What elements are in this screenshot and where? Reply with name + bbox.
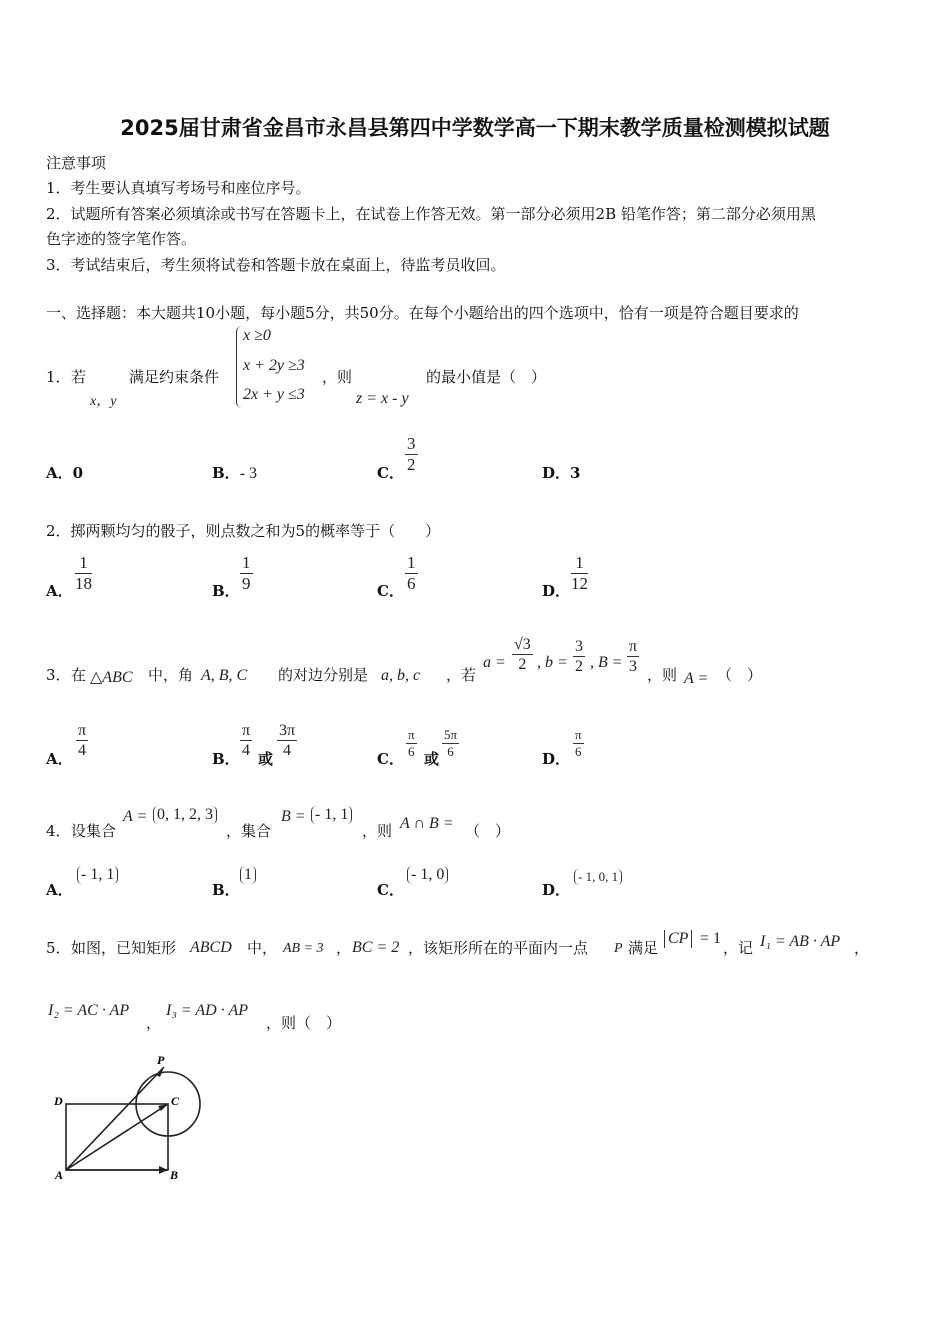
denominator: 2 [407, 454, 416, 474]
q2-option-b[interactable]: B． [212, 582, 240, 600]
q5-i3: I₃ = AD · AP [166, 1002, 248, 1019]
q3-b-prefix: , b = [537, 654, 568, 671]
q1-vars: x，y [90, 394, 117, 409]
q5-text-1: 如图，已知矩形 [71, 939, 177, 957]
q4-option-c-set: - 1, 0 [407, 866, 448, 884]
denominator: 6 [408, 743, 415, 759]
label-b: B [170, 1168, 179, 1182]
numerator: 3π [277, 722, 297, 741]
q3-option-b-fraction-1 [240, 722, 252, 761]
notice-item-2-cont: 色字迹的签字笔作答。 [46, 230, 197, 248]
numerator: 5π [444, 727, 458, 742]
q2-stem: 2．掷两颗均匀的骰子，则点数之和为5的概率等于（ ） [46, 522, 441, 540]
q5-comma: ， [146, 1014, 162, 1032]
notice-item-3: 3．考试结束后，考生须将试卷和答题卡放在桌面上，待监考员收回。 [46, 256, 506, 274]
q4-B-prefix: B = [281, 808, 306, 825]
q1-constraint-1: x ≥0 [243, 327, 271, 344]
option-value: 0 [72, 464, 84, 482]
denominator: 4 [242, 742, 251, 760]
q3-option-c[interactable]: C． [377, 750, 404, 768]
q5-text-5: ，记 [723, 939, 754, 957]
q5-i2: I₂ = AC · AP [48, 1002, 130, 1019]
denominator: 18 [75, 573, 92, 593]
q5-ab: AB = 3 [283, 941, 324, 956]
label-c: C [171, 1094, 180, 1108]
q5-number: 5． [46, 939, 71, 957]
q1-option-b[interactable] [212, 462, 257, 483]
q5-text-2: 中， [247, 939, 278, 957]
numerator: 1 [242, 553, 251, 572]
q5-text-6: ，则（ ） [266, 1014, 342, 1032]
denominator: 2 [518, 656, 527, 674]
q4-option-a[interactable]: A． [46, 881, 73, 899]
denominator: 4 [283, 742, 292, 760]
numerator: √3 [512, 636, 533, 655]
q3-text-1: 在 [71, 666, 87, 684]
denominator: 4 [78, 742, 87, 760]
numerator: 1 [75, 553, 92, 574]
vector-ac [66, 1104, 168, 1170]
q5-bc: BC = 2 [352, 939, 400, 956]
q5-rect: ABCD [190, 939, 232, 956]
q3-angles: A, B, C [201, 667, 248, 684]
q2-option-b-fraction [240, 553, 253, 594]
arrowhead-b [159, 1166, 168, 1174]
q1-constraint-2: x + 2y ≥3 [243, 357, 305, 374]
q3-text-4: ，若 [446, 666, 477, 684]
q3-text-3: 的对边分别是 [278, 666, 369, 684]
q3-option-c-fraction-2 [442, 728, 459, 760]
q3-option-b-or: 或 [258, 750, 274, 768]
q3-a-prefix: a = [483, 654, 506, 671]
q1-option-c-fraction [405, 434, 418, 475]
notice-item-1: 1．考生要认真填写考场号和座位序号。 [46, 179, 311, 197]
q1-text-3: ，则 [322, 368, 353, 386]
label-p: P [157, 1053, 165, 1067]
q1-option-d[interactable] [542, 462, 580, 483]
q3-b-fraction [573, 638, 585, 677]
q3-number: 3． [46, 666, 71, 684]
q5-text-3: ，该矩形所在的平面内一点 [408, 939, 589, 957]
q5-cp-abs: CP [664, 930, 692, 948]
q4-option-a-set: - 1, 1 [77, 866, 118, 884]
q2-option-a-fraction [75, 553, 92, 594]
q3-sides: a, b, c [381, 667, 421, 684]
q4-text-4: （ ） [465, 822, 511, 840]
q5-cp-eq: = 1 [700, 930, 722, 947]
q5-point-p: P [614, 941, 623, 956]
q1-option-c[interactable]: C． [377, 464, 404, 482]
numerator: 3 [407, 434, 416, 453]
q3-B-fraction [627, 638, 639, 677]
label-a: A [55, 1168, 64, 1182]
q3-option-a-fraction [76, 722, 88, 761]
q3-answer-expr: A = [684, 670, 709, 687]
q1-number: 1． [46, 368, 71, 386]
q5-text-4: 满足 [628, 939, 659, 957]
q3-a-fraction [512, 636, 533, 675]
q1-text-2: 满足约束条件 [129, 368, 220, 386]
q5-figure [46, 1048, 216, 1188]
q3-text-6: （ ） [717, 666, 763, 684]
numerator: π [627, 638, 639, 657]
q3-option-c-fraction-1 [406, 728, 417, 760]
q2-option-c[interactable]: C． [377, 582, 404, 600]
denominator: 6 [447, 743, 454, 759]
notice-heading: 注意事项 [46, 154, 107, 172]
label-d: D [54, 1094, 63, 1108]
option-value: 3 [570, 464, 581, 482]
q2-option-d[interactable]: D． [542, 582, 571, 600]
section-heading: 一、选择题：本大题共10小题，每小题5分，共50分。在每个小题给出的四个选项中，恰有一项是符合题目要求的 [46, 304, 799, 322]
page-title: 2025届甘肃省金昌市永昌县第四中学数学高一下期末教学质量检测模拟试题 [120, 116, 830, 140]
q5-sep: ， [336, 939, 352, 957]
q3-option-b-fraction-2 [277, 722, 297, 761]
q4-text-1: 设集合 [71, 822, 117, 840]
q3-text-5: ，则 [647, 666, 678, 684]
q4-option-c[interactable]: C． [377, 881, 404, 899]
q4-text-3: ，则 [362, 822, 393, 840]
q2-option-a[interactable]: A． [46, 582, 73, 600]
q1-objective: z = x - y [356, 390, 409, 407]
q3-triangle: △ABC [90, 669, 133, 686]
denominator: 3 [629, 658, 638, 676]
numerator: 1 [407, 553, 416, 572]
q4-option-b-set: 1 [240, 866, 256, 884]
q1-constraint-3: 2x + y ≤3 [243, 386, 305, 403]
q1-brace [236, 326, 243, 408]
denominator: 2 [575, 658, 583, 676]
notice-item-2: 2．试题所有答案必须填涂或书写在答题卡上，在试卷上作答无效。第一部分必须用2B 铅笔作答；第二部分必须用黑 [46, 205, 816, 223]
q1-text-1: 若 [71, 368, 87, 386]
denominator: 6 [575, 743, 582, 759]
q3-B-prefix: , B = [590, 654, 623, 671]
q3-option-d-fraction [573, 728, 584, 760]
q3-text-2: 中，角 [148, 666, 194, 684]
denominator: 6 [407, 573, 416, 593]
option-label: A． [46, 464, 73, 482]
q4-option-d-set: - 1, 0, 1 [574, 869, 622, 885]
q4-option-d[interactable]: D． [542, 881, 571, 899]
q3-option-c-or: 或 [424, 750, 440, 768]
q5-i1: I₁ = AB · AP [760, 933, 841, 950]
q4-text-2: ，集合 [226, 822, 272, 840]
vector-ap [66, 1067, 164, 1170]
numerator: 3 [573, 638, 585, 657]
numerator: π [240, 722, 252, 741]
numerator: 1 [571, 553, 588, 574]
q1-option-a[interactable] [46, 462, 83, 483]
q2-option-d-fraction [571, 553, 588, 594]
q3-option-b[interactable]: B． [212, 750, 240, 768]
numerator: π [76, 722, 88, 741]
option-label: D． [542, 464, 571, 482]
q4-option-b[interactable]: B． [212, 881, 240, 899]
option-label: B． [212, 464, 240, 482]
q3-option-a[interactable]: A． [46, 750, 73, 768]
option-value: - 3 [239, 465, 258, 482]
q1-text-4: 的最小值是（ ） [426, 368, 547, 386]
denominator: 12 [571, 573, 588, 593]
denominator: 9 [242, 573, 251, 593]
numerator: π [575, 727, 582, 742]
q4-A-prefix: A = [123, 808, 148, 825]
numerator: π [408, 727, 415, 742]
q4-A-set: 0, 1, 2, 3 [153, 806, 217, 824]
q3-option-d[interactable]: D． [542, 750, 571, 768]
q4-B-set: - 1, 1 [311, 806, 352, 824]
q4-expr: A ∩ B = [400, 815, 454, 832]
q4-number: 4． [46, 822, 71, 840]
q5-end1: ， [854, 939, 870, 957]
q2-option-c-fraction [405, 553, 418, 594]
